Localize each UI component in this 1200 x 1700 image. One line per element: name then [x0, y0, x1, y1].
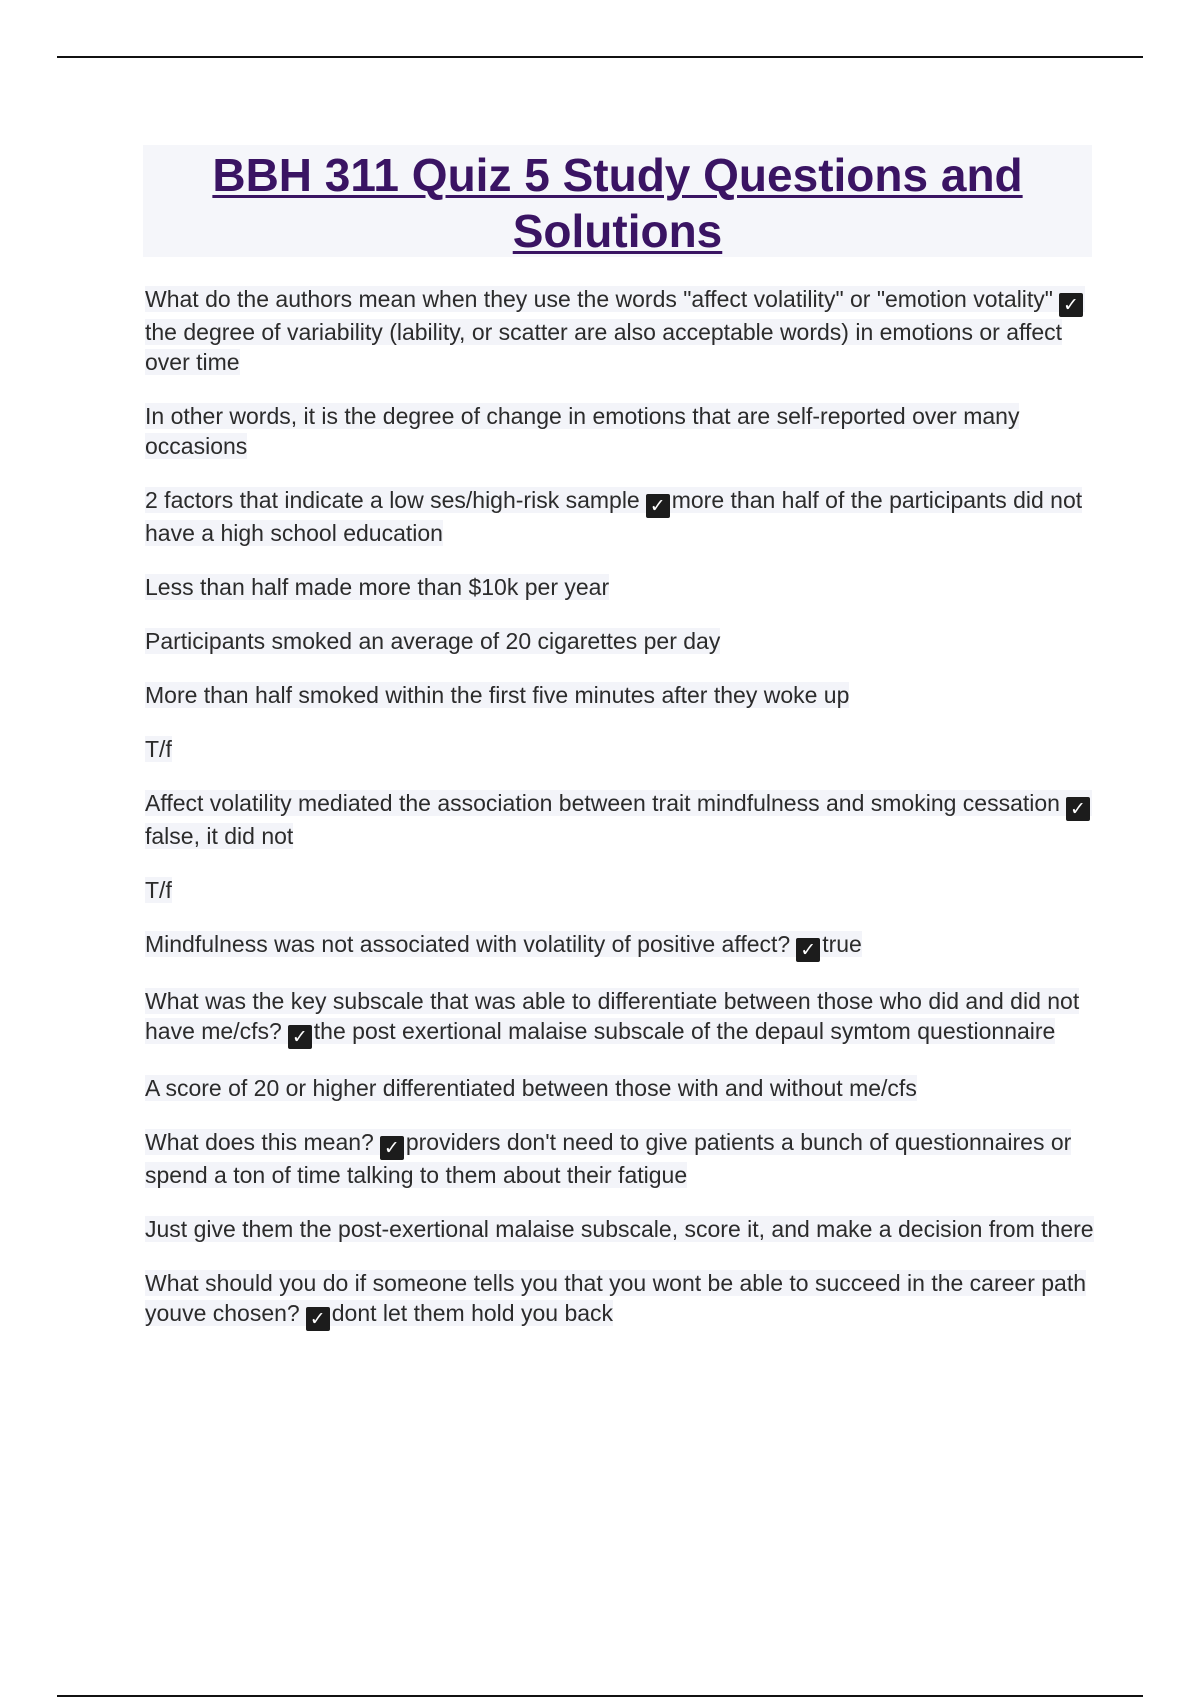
answer-text: true	[822, 931, 862, 957]
note-item	[145, 572, 1095, 602]
note-item	[145, 1073, 1095, 1103]
note-item	[145, 1214, 1095, 1244]
page-title: BBH 311 Quiz 5 Study Questions and Solutions	[212, 149, 1023, 257]
checkmark-box-icon: ✓	[288, 1025, 312, 1049]
question-text: Affect volatility mediated the association between trait mindfulness and smoking cessation	[145, 790, 1060, 816]
note-text: Just give them the post-exertional malaise subscale, score it, and make a decision from there	[145, 1216, 1094, 1242]
checkmark-box-icon: ✓	[1066, 797, 1090, 821]
question-text: What was the key subscale that was able to differentiate between those who did and did not have me/cfs?	[145, 988, 1080, 1044]
checkmark-box-icon: ✓	[380, 1136, 404, 1160]
question-text: What should you do if someone tells you that you wont be able to succeed in the career path youve chosen?	[145, 1270, 1087, 1326]
qa-item	[145, 284, 1095, 377]
note-item	[145, 401, 1095, 461]
note-text: T/f	[145, 877, 172, 903]
qa-item	[145, 788, 1095, 851]
note-text: In other words, it is the degree of change in emotions that are self-reported over many occasions	[145, 403, 1020, 459]
checkmark-box-icon: ✓	[306, 1307, 330, 1331]
note-text: Less than half made more than $10k per year	[145, 574, 610, 600]
answer-text: dont let them hold you back	[331, 1300, 614, 1326]
qa-item	[145, 1268, 1095, 1331]
note-item	[145, 626, 1095, 656]
top-rule	[57, 56, 1143, 58]
bottom-rule	[57, 1695, 1143, 1697]
question-text: What does this mean?	[145, 1129, 374, 1155]
note-item	[145, 875, 1095, 905]
qa-item	[145, 929, 1095, 962]
note-text: A score of 20 or higher differentiated between those with and without me/cfs	[145, 1075, 917, 1101]
checkmark-box-icon: ✓	[1059, 293, 1083, 317]
answer-text: the degree of variability (lability, or scatter are also acceptable words) in emotions or affect over time	[145, 319, 1063, 375]
note-text: Participants smoked an average of 20 cigarettes per day	[145, 628, 721, 654]
answer-text: providers don't need to give patients a bunch of questionnaires or spend a ton of time talking to them about their fatigue	[145, 1129, 1072, 1188]
title-box	[143, 145, 1092, 257]
question-text: 2 factors that indicate a low ses/high-risk sample	[145, 487, 640, 513]
document-content	[145, 284, 1095, 1331]
checkmark-box-icon: ✓	[796, 938, 820, 962]
checkmark-box-icon: ✓	[646, 494, 670, 518]
note-text: T/f	[145, 736, 172, 762]
answer-text: false, it did not	[145, 823, 294, 849]
answer-text: the post exertional malaise subscale of the depaul symtom questionnaire	[313, 1018, 1056, 1044]
qa-item	[145, 485, 1095, 548]
note-text: More than half smoked within the first five minutes after they woke up	[145, 682, 850, 708]
note-item	[145, 734, 1095, 764]
question-text: What do the authors mean when they use the words "affect volatility" or "emotion votality"	[145, 286, 1053, 312]
note-item	[145, 680, 1095, 710]
question-text: Mindfulness was not associated with volatility of positive affect?	[145, 931, 791, 957]
qa-item	[145, 986, 1095, 1049]
qa-item	[145, 1127, 1095, 1190]
answer-text: more than half of the participants did not have a high school education	[145, 487, 1083, 546]
